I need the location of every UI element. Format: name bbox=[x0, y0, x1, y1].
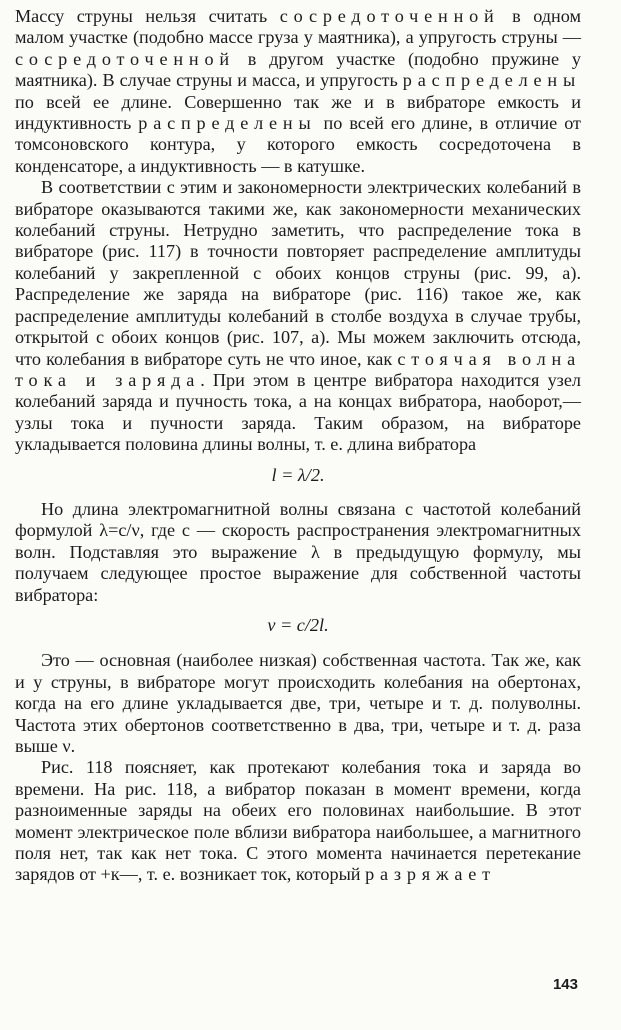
p1-text-g: по всей ее длине. Совершенно так же и в вибраторе емкость и индуктивность bbox=[15, 91, 581, 134]
p1-spaced-concentrated-1: сосредоточенной bbox=[279, 6, 500, 26]
p1-text-i: по всей его длине, в отличие от томсоновского контура, у которого емкость сосредоточена в конденсаторе, а индуктивность — в катушке. bbox=[15, 113, 581, 176]
p5-text-a: Рис. 118 поясняет, как протекают колебания тока и заряда во времени. На рис. 118, а вибратор показан в момент времени, когда разноименные заряды на обеих его половинах наибольшие. В этот момент электрическое поле вблизи вибратора наибольшее, а магнитного поля нет, так как нет тока. С этого момента начинается перетекание зарядов от +к—, т. е. возникает ток, который bbox=[15, 757, 581, 885]
paragraph-3: Но длина электромагнитной волны связана с частотой колебаний формулой λ=c/ν, где c — скорость распространения электромагнитных волн. Подставляя это выражение λ в предыдущую формулу, мы получаем следующее простое выражение для собственной частоты вибратора: bbox=[15, 498, 581, 605]
p1-text-c: в одном малом участке (подобно массе груза у маятника), а упругость струны — bbox=[15, 6, 582, 48]
p1-spaced-concentrated-2: сосредоточенной bbox=[15, 48, 235, 69]
p5-spaced-discharges: разряжает bbox=[365, 864, 496, 885]
p1-spaced-distributed-2: распределены bbox=[138, 113, 317, 134]
paragraph-2 bbox=[15, 177, 581, 455]
p2-text-a: В соответствии с этим и закономерности электрических колебаний в вибраторе оказываются такими же, как закономерности механических колебаний струны. Нетрудно заметить, что распределение тока в вибраторе (рис. 117) в точности повторяет распределение амплитуды колебаний у закрепленной с обоих концов струны (рис. 99, а). Распределение же заряда на вибраторе (рис. 116) такое же, как распределение амплитуды колебаний в столбе воздуха в случае трубы, открытой с обоих концов (рис. 107, а). Мы можем заключить отсюда, что колебания в вибраторе суть не что иное, как bbox=[15, 177, 581, 369]
formula-frequency: ν = c/2l. bbox=[267, 614, 329, 635]
p1-text-a: Массу струны нельзя считать bbox=[15, 6, 280, 26]
p1-text-e: в другом участке (подобно пружине у маятника). В случае струны и масса, и упругость bbox=[15, 48, 581, 91]
paragraph-4: Это — основная (наиболее низкая) собственная частота. Так же, как и у струны, в вибраторе могут происходить колебания на обертонах, когда на его длине укладывается две, три, четыре и т. д. полуволны. Частота этих обертонов соответственно в два, три, четыре и т. д. раза выше ν. bbox=[15, 650, 581, 756]
p2-spaced-standing-wave: стоячая волна тока и заряда bbox=[15, 348, 581, 390]
p2-text-c: . При этом в центре вибратора находится узел колебаний заряда и пучность тока, а на концах вибратора, наоборот,— узлы тока и пучности заряда. Таким образом, на вибраторе укладывается половина длины волны, т. е. длина вибратора bbox=[15, 369, 581, 455]
p1-spaced-distributed-1: распределены bbox=[402, 70, 581, 91]
paragraph-1 bbox=[15, 6, 581, 177]
page-number: 143 bbox=[552, 976, 578, 993]
page-body bbox=[15, 6, 581, 886]
paragraph-5 bbox=[15, 757, 581, 885]
formula-wavelength: l = λ/2. bbox=[271, 464, 325, 485]
